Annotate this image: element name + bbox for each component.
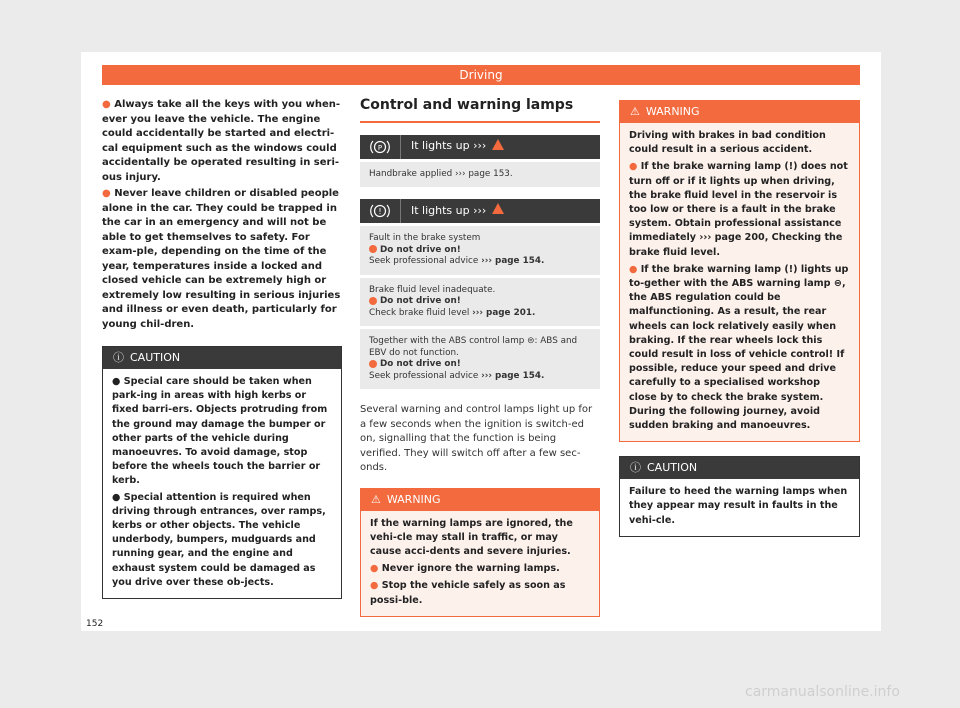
abs-icon: ⊜ bbox=[527, 336, 535, 346]
svg-text:!: ! bbox=[378, 207, 382, 216]
caution-item: ● Special care should be taken when park-ing in areas with high kerbs or fixed barri-ers. Objects protruding from the ground may damage the bumper or other parts of the vehicle during manoeuvres. To avoid damage, stop before the wheels touch the barrier or kerb. bbox=[112, 376, 328, 487]
warning-triangle-icon bbox=[492, 139, 504, 155]
warning-body: If the warning lamps are ignored, the vehi-cle may stall in traffic, or may cause acci-dents and severe injuries. ● Never ignore the warning lamps. ● Stop the vehicle safely as soon as possi-ble. bbox=[361, 511, 599, 616]
lamp-row: Together with the ABS control lamp ⊜: ABS and EBV do not function. Do not drive on! Seek professional advice ››› page 154. bbox=[360, 329, 600, 389]
page-link[interactable]: ››› page 200, Checking the brake fluid level. bbox=[629, 232, 843, 258]
section-header: Driving bbox=[102, 65, 860, 85]
stop-icon bbox=[369, 297, 377, 305]
bullet-keys: ● Always take all the keys with you when-ever you leave the vehicle. The engine could accidentally be started and electri-cal equipment such as the windows could accidentally be operated resulting in seri-ous injury. bbox=[102, 99, 340, 183]
warning-box bbox=[619, 100, 860, 442]
warning-item: ● If the brake warning lamp (!) does not turn off or if it lights up when driving, the brake fluid level in the reservoir is too low or there is a fault in the brake system. Obtain professional assistance immediately ››› page 200, Checking the brake fluid level. bbox=[629, 161, 848, 258]
page-link[interactable]: ››› page 154. bbox=[481, 256, 545, 266]
caution-body: Failure to heed the warning lamps when they appear may result in faults in the vehi-cle. bbox=[629, 486, 848, 526]
lamp-row: Brake fluid level inadequate. Do not drive on! Check brake fluid level ››› page 201. bbox=[360, 278, 600, 327]
warning-body: Driving with brakes in bad condition could result in a serious accident. ● If the brake warning lamp (!) does not turn off or if it lights up when driving, the brake fluid level in the reservoir is too low or there is a fault in the brake system. Obtain professional assistance immediately ››› page 200, Checking the brake fluid level. ● If the brake warning lamp (!) lights up to-gether with the ABS warning lamp ⊜, the ABS regulation could be malfunctioning. As a result, the rear wheels can lock relatively easily when braking. If the rear wheels lock this could result in loss of vehicle control! If possible, reduce your speed and drive carefully to a specialised workshop close by to check the brake system. During the following journey, avoid sudden braking and manoeuvres. bbox=[620, 123, 859, 441]
svg-text:P: P bbox=[377, 143, 383, 152]
warning-bar: ⚠ WARNING bbox=[361, 489, 599, 511]
caution-box bbox=[619, 456, 860, 537]
warning-triangle-icon bbox=[492, 203, 504, 219]
info-circle-icon: ⓘ bbox=[630, 461, 641, 475]
column-right bbox=[619, 100, 860, 537]
brake-warning-icon bbox=[360, 199, 401, 223]
stop-icon bbox=[369, 360, 377, 368]
page-link[interactable]: ››› page 201. bbox=[472, 307, 536, 318]
caution-body bbox=[103, 369, 341, 598]
column-middle bbox=[360, 98, 600, 617]
abs-icon: ⊜ bbox=[833, 278, 842, 290]
caution-box bbox=[102, 346, 342, 599]
warning-item: ● Never ignore the warning lamps. bbox=[370, 563, 560, 575]
caution-bar: ⓘ CAUTION bbox=[103, 347, 341, 369]
lamp-row: Handbrake applied ››› page 153. bbox=[360, 162, 600, 188]
parking-brake-icon bbox=[360, 135, 401, 159]
warning-triangle-icon: ⚠ bbox=[630, 105, 640, 118]
caution-item: ● Special attention is required when driving through entrances, over ramps, kerbs or other objects. The vehicle underbody, bumpers, mudguards and running gear, and the engine and exhaust system could be damaged as you drive over these ob-jects. bbox=[112, 491, 326, 588]
lamp-row: Fault in the brake system Do not drive on! Seek professional advice ››› page 154. bbox=[360, 226, 600, 275]
caution-bar: ⓘ CAUTION bbox=[620, 457, 859, 479]
body-paragraph: Several warning and control lamps light up for a few seconds when the ignition is switch-ed on, signalling that the function is being verified. They will switch off after a few sec-onds. bbox=[360, 404, 593, 473]
brake-warning-icon: (!) bbox=[784, 161, 798, 173]
warning-box bbox=[360, 488, 600, 617]
lamp-header-brake: ! It lights up ››› bbox=[360, 199, 600, 223]
warning-triangle-icon: ⚠ bbox=[371, 492, 381, 506]
page-link[interactable]: ››› page 154. bbox=[481, 370, 545, 381]
watermark: carmanualsonline.info bbox=[745, 684, 900, 700]
brake-warning-icon: (!) bbox=[784, 263, 798, 275]
page-number: 152 bbox=[86, 619, 104, 629]
section-title: Control and warning lamps bbox=[360, 98, 600, 123]
page-link[interactable]: ››› page 153. bbox=[455, 168, 513, 179]
warning-bar: ⚠ WARNING bbox=[620, 101, 859, 123]
column-left bbox=[102, 98, 342, 599]
info-circle-icon: ⓘ bbox=[113, 351, 124, 364]
stop-icon bbox=[369, 245, 377, 253]
warning-item: ● Stop the vehicle safely as soon as possi-ble. bbox=[370, 580, 566, 606]
warning-item: ● If the brake warning lamp (!) lights up to-gether with the ABS warning lamp ⊜, the ABS regulation could be malfunctioning. As a result, the rear wheels can lock relatively easily when braking. If the rear wheels lock this could result in loss of vehicle control! If possible, reduce your speed and drive carefully to a specialised workshop close by to check the brake system. During the following journey, avoid sudden braking and manoeuvres. bbox=[629, 263, 849, 432]
lamp-header-handbrake: P It lights up ››› bbox=[360, 135, 600, 159]
bullet-children: ● Never leave children or disabled people alone in the car. They could be trapped in the car in an emergency and will not be able to get themselves to safety. For exam-ple, depending on the time of the year, temperatures inside a locked and closed vehicle can be extremely high or extremely low resulting in serious injuries and illness or even death, particularly for young chil-dren. bbox=[102, 188, 341, 330]
